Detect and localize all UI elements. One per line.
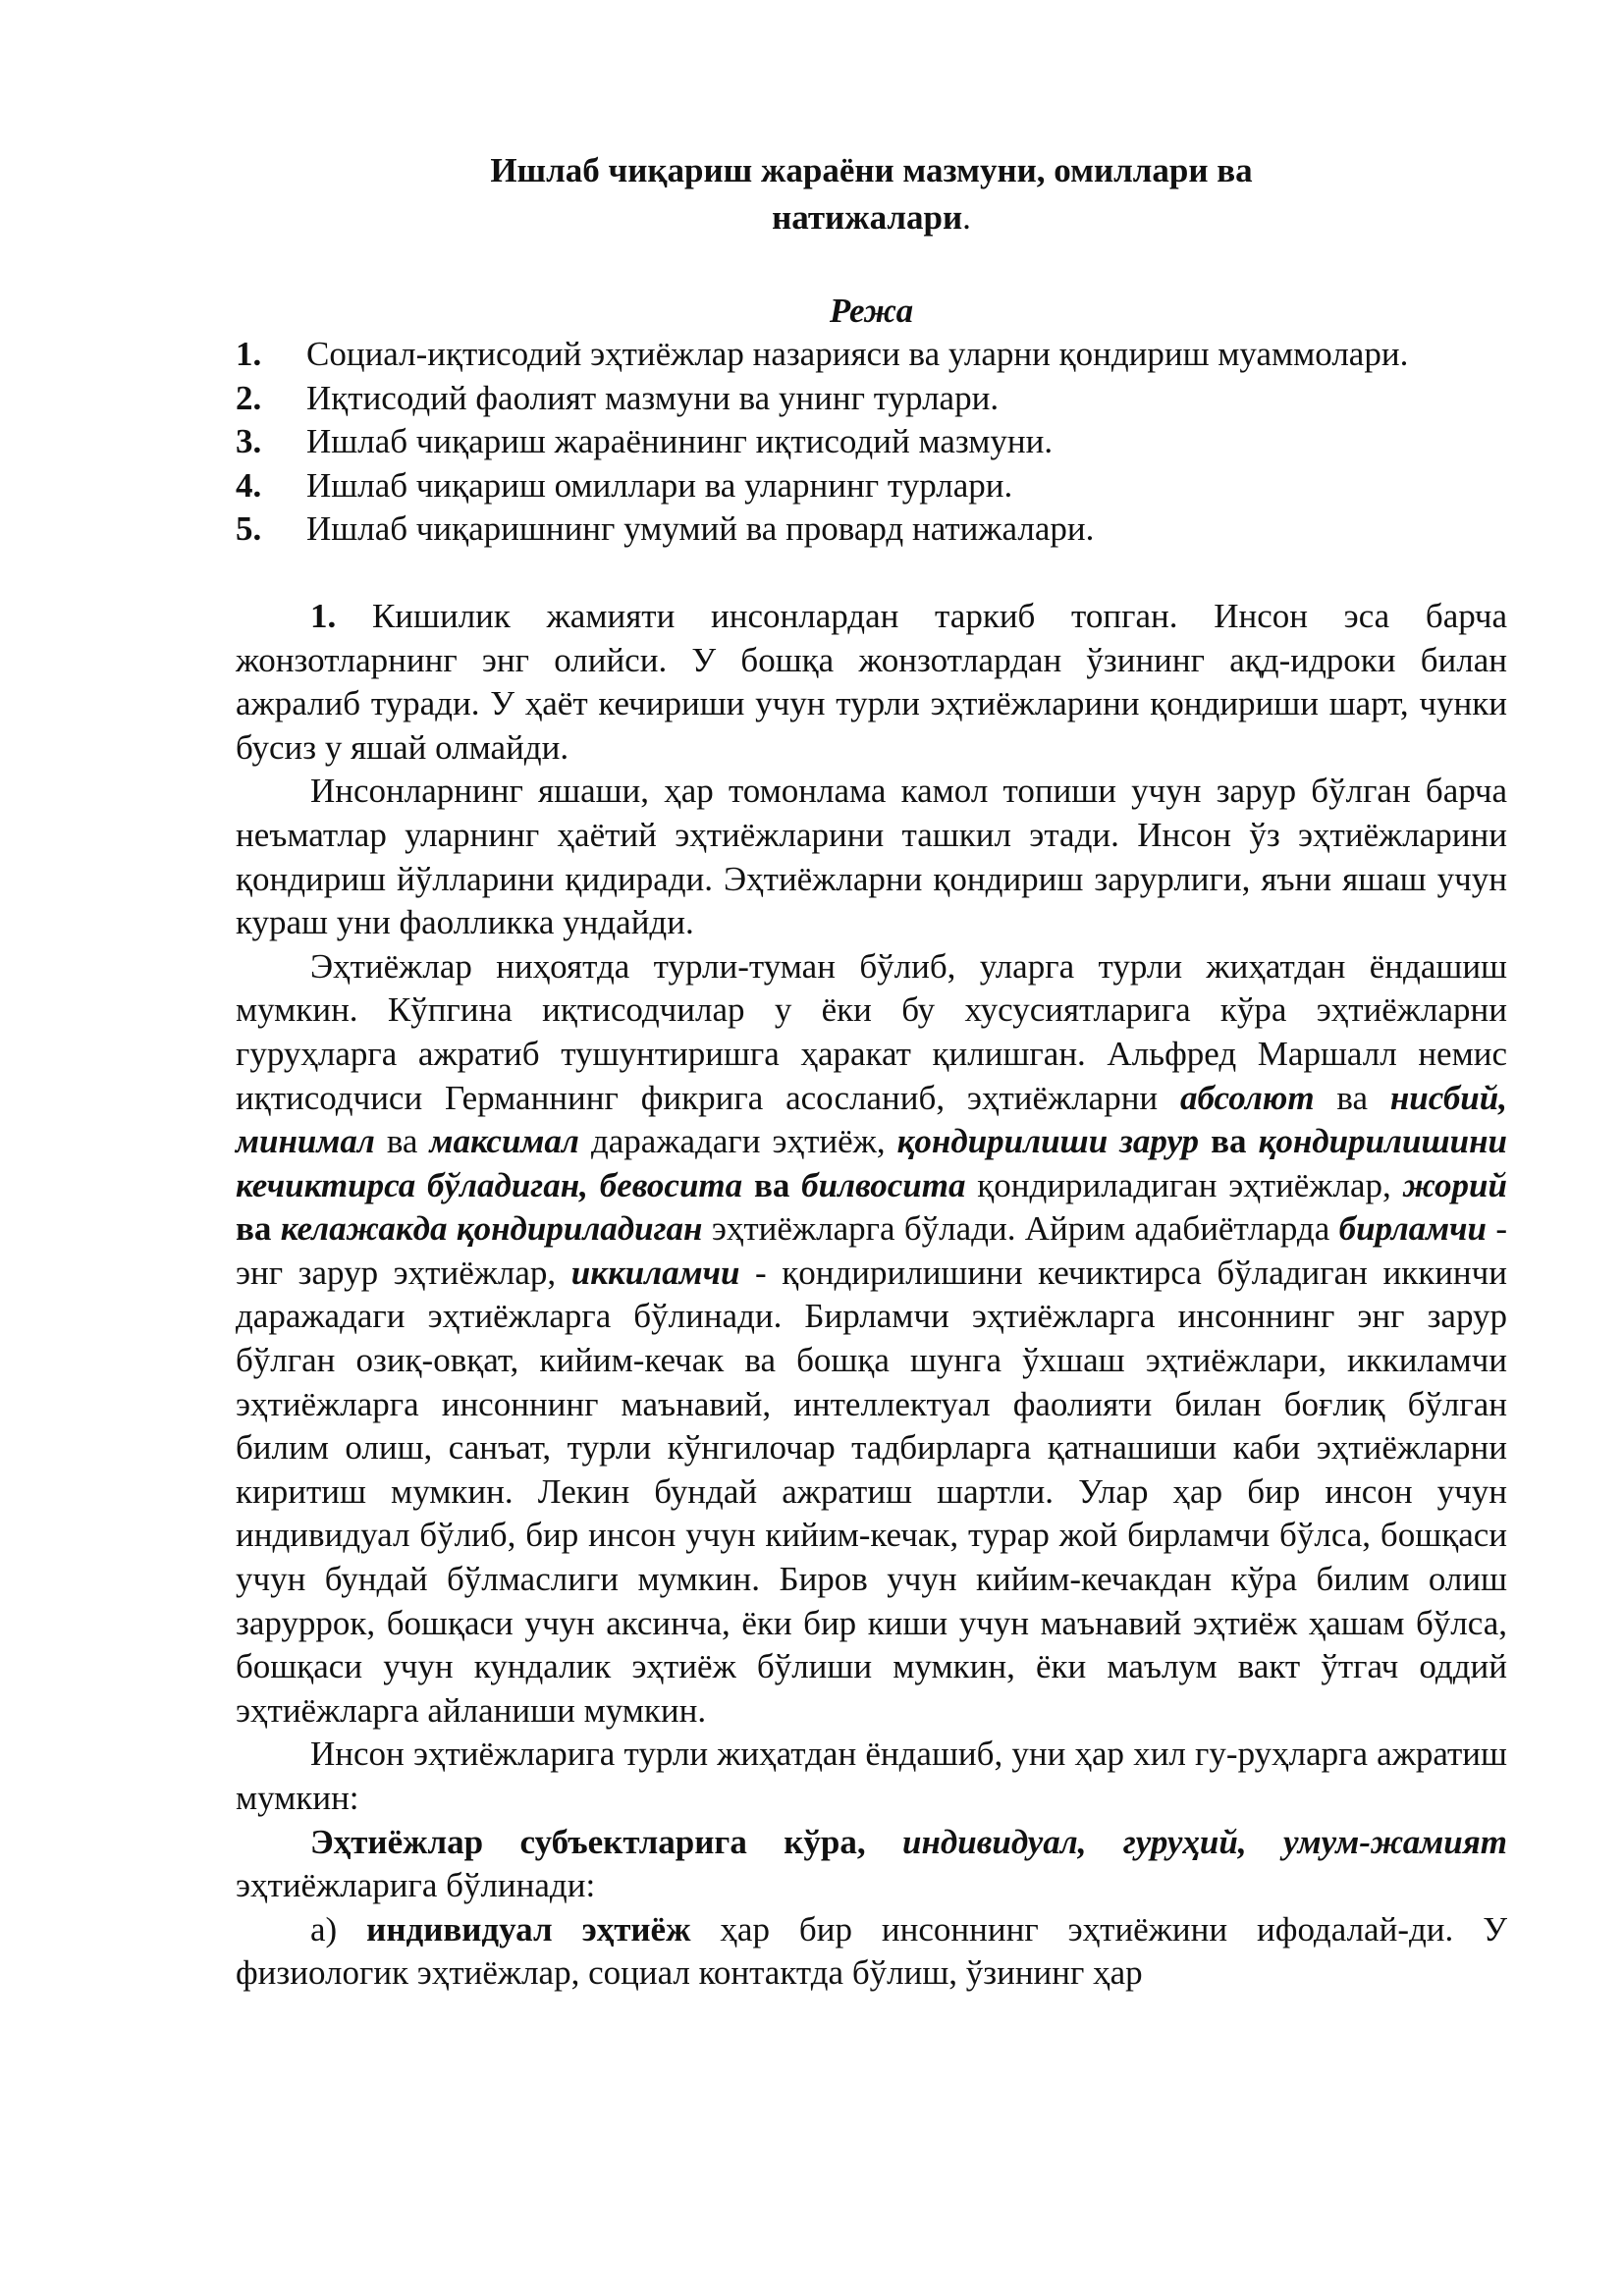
term-must-satisfy: қондирилиши зарур — [896, 1122, 1200, 1161]
text-run-bold: ва — [1199, 1122, 1247, 1161]
title-line-2: натижалари — [772, 198, 963, 237]
text-run: қондириладиган эҳтиёжлар, — [965, 1165, 1403, 1204]
paragraph-6-text: ҳар бир инсоннинг эҳтиёжини ифодалай-ди. У физиологик эҳтиёжлар, социал контактда бўлиш, ўзининг ҳар — [236, 1909, 1507, 1993]
plan-item — [236, 420, 1507, 464]
title-end-period: . — [962, 198, 971, 237]
term-absolute: абсолют — [1180, 1078, 1315, 1117]
term-direct: бевосита — [587, 1165, 743, 1204]
term-needs-kinds: индивидуал, гуруҳий, умум-жамият — [865, 1822, 1507, 1861]
paragraph-2: Инсонларнинг яшаши, ҳар томонлама камол топиши учун зарур бўлган барча неъматлар уларнинг ҳаётий эҳтиёжларини ташкил этади. Инсон ўз эҳтиёжларини қондириш йўлларини қидиради. Эҳтиёжларни қондириш зарурлиги, яъни яшаш учун кураш уни фаолликка ундайди. — [236, 772, 1507, 942]
plan-item-number: 2. — [236, 378, 262, 417]
text-run: Эҳтиёжлар ниҳоятда турли-туман бўлиб, уларга турли жиҳатдан ёндашиш мумкин. Кўпгина иқтисодчилар у ёки бу хусусиятларига кўра эҳтиёжларни гуруҳларга ажратиб тушунтиришга ҳаракат қилишган. Альфред Маршалл немис иқтисодчиси Германнинг фикрига асосланиб, эҳтиёжларни — [236, 946, 1507, 1117]
term-indirect: билвосита — [789, 1165, 966, 1204]
plan-item-number: 5. — [236, 509, 262, 549]
text-run: ва — [1314, 1078, 1390, 1117]
term-current: жорий — [1402, 1165, 1507, 1204]
body-text — [236, 595, 1507, 1996]
term-relative-minimal: нисбий, минимал — [236, 1078, 1507, 1161]
term-future: келажакда қондириладиган — [271, 1209, 703, 1249]
document-title — [236, 147, 1507, 241]
title-line-1: Ишлаб чиқариш жараёни мазмуни, омиллари ва — [490, 151, 1253, 189]
term-individual-need: индивидуал эҳтиёж — [337, 1909, 691, 1949]
text-run-bold: ва — [742, 1165, 790, 1204]
text-run: даражадаги эҳтиёж, — [578, 1122, 897, 1161]
document-page — [236, 147, 1507, 1996]
plan-item — [236, 464, 1507, 508]
plan-item-number: 1. — [236, 335, 262, 373]
paragraph-3 — [236, 945, 1507, 1734]
text-run-bold: ва — [236, 1209, 272, 1249]
plan-item — [236, 377, 1507, 421]
plan-item-number: 4. — [236, 465, 262, 505]
list-marker: а) — [310, 1909, 338, 1949]
term-secondary: иккиламчи — [570, 1253, 740, 1292]
plan-item-number: 3. — [236, 422, 262, 461]
plan-list — [236, 333, 1507, 552]
section-number: 1. — [310, 596, 337, 635]
paragraph-4: Инсон эҳтиёжларига турли жиҳатдан ёндашиб, уни ҳар хил гу-руҳларга ажратиш мумкин: — [236, 1735, 1507, 1817]
term-postponable: қондирилишини кечиктирса бўладиган — [236, 1122, 1507, 1204]
plan-item-text: Ишлаб чиқаришнинг умумий ва провард натижалари. — [306, 509, 1095, 549]
paragraph-1 — [236, 595, 1507, 770]
plan-item-text: Социал-иқтисодий эҳтиёжлар назарияси ва уларни қондириш муаммолари. — [306, 335, 1409, 373]
text-run: - қондирилишини кечиктирса бўладиган иккинчи даражадаги эҳтиёжларга бўлинади. Бирламчи эҳтиёжларга инсоннинг энг зарур бўлган озиқ-овқат, кийим-кечак ва бошқа шунга ўхшаш эҳтиёжлари, иккиламчи эҳтиёжларга инсоннинг маънавий, интеллектуал фаолияти билан боғлиқ бўлган билим олиш, санъат, турли кўнгилочар тадбирларга қатнашиши каби эҳтиёжларни киритиш мумкин. Лекин бундай ажратиш шартли. Улар ҳар бир инсон учун индивидуал бўлиб, бир инсон учун кийим-кечак, турар жой бирламчи бўлса, бошқаси учун бундай бўлмаслиги мумкин. Биров учун кийим-кечакдан кўра билим олиш заруррок, бошқаси учун аксинча, ёки бир киши учун маънавий эҳтиёж ҳашам бўлса, бошқаси учун кундалик эҳтиёж бўлиши мумкин, ёки маълум вакт ўтгач оддий эҳтиёжларга айланиши мумкин. — [236, 1253, 1507, 1730]
plan-heading: Режа — [829, 292, 914, 330]
paragraph-1-text: Кишилик жамияти инсонлардан таркиб топган. Инсон эса барча жонзотларнинг энг олийси. У бошқа жонзотлардан ўзининг ақд-идроки билан ажралиб туради. У ҳаёт кечириши учун турли эҳтиёжларини қондириши шарт, чунки бусиз у яшай олмайди. — [236, 596, 1507, 767]
plan-item — [236, 333, 1507, 377]
paragraph-5-tail: эҳтиёжларига бўлинади: — [236, 1866, 596, 1905]
text-run: - энг зарур эҳтиёжлар, — [236, 1209, 1507, 1292]
plan-item — [236, 507, 1507, 552]
plan-item-text: Ишлаб чиқариш жараёнининг иқтисодий мазмуни. — [306, 422, 1054, 461]
text-run: , — [579, 1165, 588, 1204]
paragraph-5-lead: Эҳтиёжлар субъектларига кўра, — [310, 1822, 866, 1861]
term-maximal: максимал — [429, 1122, 579, 1161]
text-run: эҳтиёжларга бўлади. Айрим адабиётларда — [702, 1209, 1339, 1249]
plan-item-text: Иқтисодий фаолият мазмуни ва унинг турлари. — [306, 378, 1000, 417]
paragraph-5 — [236, 1821, 1507, 1908]
plan-item-text: Ишлаб чиқариш омиллари ва уларнинг турлари. — [306, 465, 1013, 505]
paragraph-6 — [236, 1908, 1507, 1996]
term-primary: бирламчи — [1338, 1209, 1487, 1249]
text-run: ва — [374, 1122, 430, 1161]
